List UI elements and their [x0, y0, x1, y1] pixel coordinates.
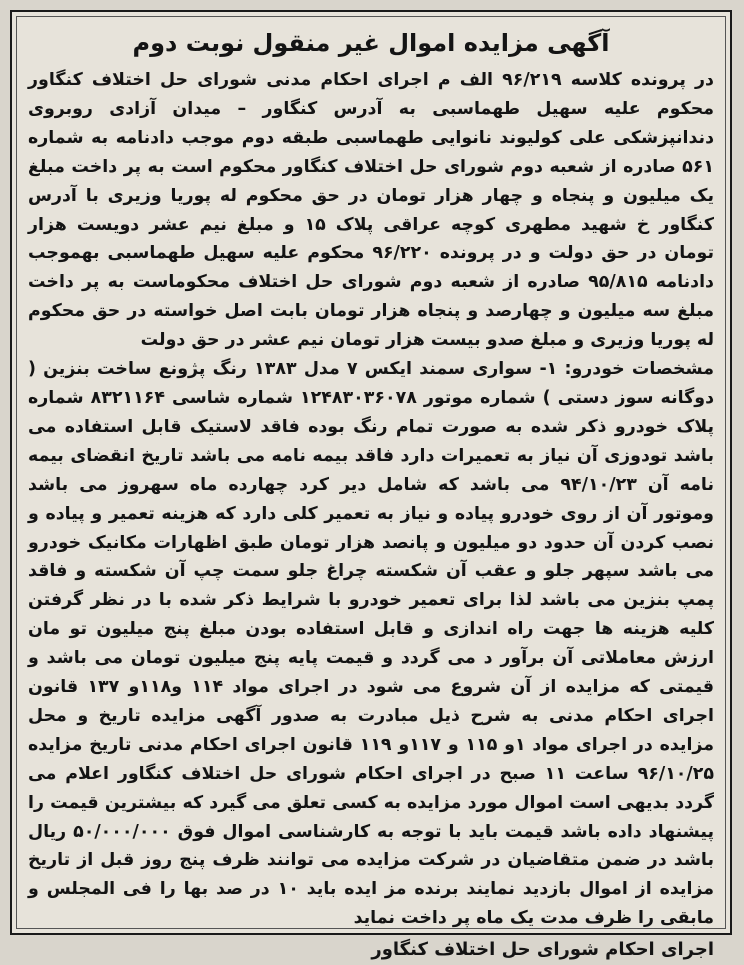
vehicle-specs-paragraph: مشخصات خودرو: ۱- سواری سمند ایکس ۷ مدل ۱۳۸۳ رنگ پژونع ساخت بنزین ( دوگانه سوز دستی ) شماره موتور ۱۲۴۸۳۰۳۶۰۷۸ شماره شاسی ۸۳۲۱۱۶۴ شماره پلاک خودرو ذکر شده به صورت تمام رنگ بوده فاقد لاستیک قابل استفاده می باشد تودوزی آن نیاز به تعمیرات دارد فاقد بیمه نامه می باشد تاریخ انقضای بیمه نامه آن ۹۴/۱۰/۲۳ می باشد که شامل دیر کرد چهارده ماه سهروز می باشد وموتور آن از روی خودرو پیاده و نیاز به تعمیر کلی دارد که هزینه تعمیر و پیاده و نصب کردن آن حدود دو میلیون و پانصد هزار تومان طبق اظهارات مکانیک خودرو می باشد سپهر جلو و عقب آن شکسته چراغ جلو سمت چپ آن شکسته و فاقد پمپ بنزین می باشد لذا برای تعمیر خودرو با شرایط ذکر شده با در نظر گرفتن کلیه هزینه ها جهت راه اندازی و قابل استفاده بودن مبلغ پنج میلیون تو مان ارزش معاملاتی آن برآور د می گردد و قیمت پایه پنج میلیون تومان می باشد و قیمتی که مزایده از آن شروع می شود در اجرای مواد ۱۱۴ و۱۱۸و ۱۳۷ قانون اجرای احکام مدنی به شرح ذیل مبادرت به صدور آگهی مزایده تاریخ و محل مزایده در اجرای مواد ۱و ۱۱۵ و ۱۱۷و ۱۱۹ قانون اجرای احکام مدنی تاریخ مزایده ۹۶/۱۰/۲۵ ساعت ۱۱ صبح در اجرای احکام شورای حل اختلاف کنگاور اعلام می گردد بدیهی است اموال مورد مزایده به کسی تعلق می گیرد که بیشترین قیمت را پیشنهاد داده باشد قیمت باید با توجه به کارشناسی اموال فوق ۵۰/۰۰۰/۰۰۰ ریال باشد در ضمن متقاضیان در شرکت مزایده می توانند ظرف پنج روز قبل از تاریخ مزایده از اموال بازدید نمایند برنده مز ایده باید ۱۰ در صد بها را فی المجلس و مابقی را ظرف مدت یک ماه پر داخت نماید [28, 359, 715, 929]
notice-body [28, 66, 714, 933]
notice-clipping [10, 10, 732, 961]
notice-title: آگهی مزایده اموال غیر منقول نوبت دوم [132, 29, 610, 57]
case-paragraph: در پرونده کلاسه ۹۶/۲۱۹ الف م اجرای احکام مدنی شورای حل اختلاف کنگاور محکوم علیه سهیل طهماسبی به آدرس کنگاور – میدان آزادی روبروی دندانپزشکی علی کولیوند نانوایی طهماسبی طبقه دوم موجب دادنامه به شماره ۵۶۱ صادره از شعبه دوم شورای حل اختلاف کنگاور محکوم است به پر داخت مبلغ یک میلیون و پنجاه و چهار هزار تومان در حق محکوم له پوریا وزیری با آدرس کنگاور خ شهید مطهری کوچه عراقی پلاک ۱۵ و مبلغ نیم عشر دویست هزار تومان در حق دولت و در پرونده ۹۶/۲۲۰ محکوم علیه سهیل طهماسبی بهموجب دادنامه ۹۵/۸۱۵ صادره از شعبه دوم شورای حل اختلاف محکوماست به پر داخت مبلغ سه میلیون و چهارصد و پنجاه هزار تومان بابت اصل خواسته در حق محکوم له پوریا وزیری و مبلغ صدو بیست هزار تومان نیم عشر در حق دولت [28, 70, 714, 351]
issuer-signature: اجرای احکام شورای حل اختلاف کنگاور [371, 939, 714, 961]
